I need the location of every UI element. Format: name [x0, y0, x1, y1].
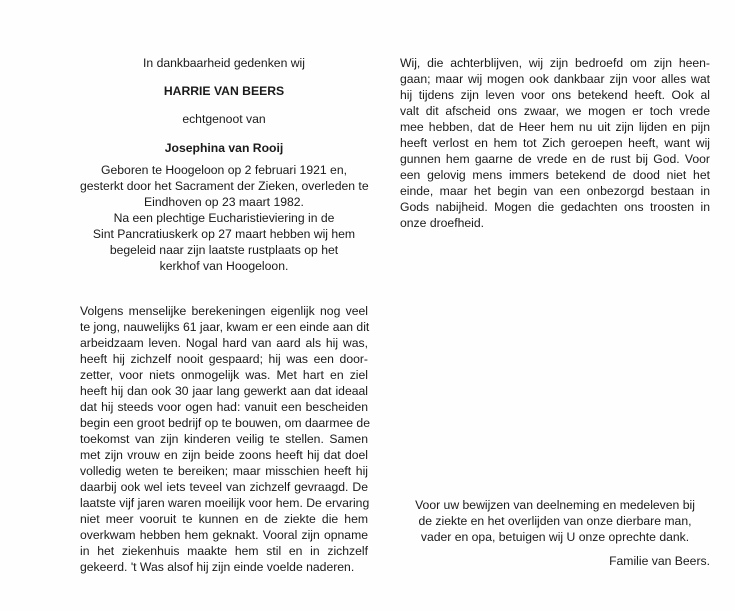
bio-line: kerkhof van Hoogeloon. [159, 259, 289, 273]
text-line: arbeidzaam leven. Nogal hard van aard als hij was, [80, 336, 368, 350]
intro-line: In dankbaarheid gedenken wij [143, 56, 305, 70]
bio-line: Na een plechtige Eucharistieviering in de [113, 211, 335, 225]
text-line: daarbij ook wel iets teveel van zichzelf gevraagd. De [80, 480, 368, 494]
thanks-line: vader en opa, betuigen wij U onze oprechte dank. [420, 530, 690, 544]
thanks-line: de ziekte en het overlijden van onze dierbare man, [418, 514, 692, 528]
text-line: valt dit afscheid ons zwaar, we mogen er toch vrede [400, 104, 710, 118]
text-line: dat hij steeds voor ogen had: vanuit een bescheiden [80, 400, 368, 414]
spouse-name: Josephina van Rooij [164, 141, 284, 155]
text-line: laatste vijf jaren waren moeilijk voor hem. De ervaring [80, 496, 370, 510]
text-line: een gelovig mens immers betekend de dood niet het [400, 168, 710, 182]
text-line: onze droefheid. [400, 216, 485, 230]
text-line: heeft hij zichzelf nooit gespaard; hij was een door- [80, 352, 368, 366]
text-line: te jong, nauwelijks 61 jaar, kwam er een einde aan dit [80, 320, 370, 334]
text-line: overkwam hebben hem geknakt. Vooral zijn opname [80, 528, 368, 542]
text-line: Wij, die achterblijven, wij zijn bedroefd om zijn heen- [400, 56, 710, 70]
bio-line: Sint Pancratiuskerk op 27 maart hebben wij hem [92, 227, 356, 241]
thanks-line: Voor uw bewijzen van deelneming en medeleven bij [415, 498, 695, 512]
text-line: in het ziekenhuis maakte hem stil en in zichzelf [80, 544, 368, 558]
bio-line: gesterkt door het Sacrament der Zieken, overleden te [80, 179, 369, 193]
text-line: met zijn vrouw en zijn beide zoons heeft hij dat doel [80, 448, 368, 462]
relation-line: echtgenoot van [182, 112, 266, 126]
bio-line: Geboren te Hoogeloon op 2 februari 1921 en, [101, 163, 347, 177]
text-line: heeft verlost en hem tot Zich geroepen heeft, want wij [400, 136, 710, 150]
signature: Familie van Beers. [609, 554, 710, 568]
deceased-name: HARRIE VAN BEERS [163, 84, 285, 98]
text-line: gunnen hem gaarne de vrede en de rust bij God. Voor [400, 152, 710, 166]
text-line: toekomst van zijn kinderen veilig te stellen. Samen [80, 432, 368, 446]
bio-line: begeleid naar zijn laatste rustplaats op het [109, 243, 339, 257]
text-line: hij tijdens zijn leven voor ons betekend heeft. Ook al [400, 88, 710, 102]
text-line: niet meer vooruit te kunnen en de ziekte die hem [80, 512, 368, 526]
text-line: mee hebben, dat de Heer hem nu uit zijn lijden en pijn [400, 120, 710, 134]
bio-line: Eindhoven op 23 maart 1982. [144, 195, 304, 209]
text-line: begin een groot bedrijf op te bouwen, om daarmee de [80, 416, 370, 430]
text-line: Gods nabijheid. Mogen die gedachten ons troosten in [400, 200, 710, 214]
text-line: einde, maar het begin van een onbezorgd bestaan in [400, 184, 710, 198]
text-line: Volgens menselijke berekeningen eigenlijk nog veel [80, 304, 368, 318]
text-line: gaan; maar wij mogen ook dankbaar zijn voor alles wat [400, 72, 710, 86]
text-line: heeft hij dan ook 30 jaar lang gewerkt aan dat ideaal [80, 384, 368, 398]
text-line: gekeerd. 't Was alsof hij zijn einde voelde naderen. [80, 560, 355, 574]
text-line: zetter, voor niets onmogelijk was. Met hart en ziel [80, 368, 368, 382]
text-line: volledig weten te bereiken; maar misschien heeft hij [80, 464, 368, 478]
